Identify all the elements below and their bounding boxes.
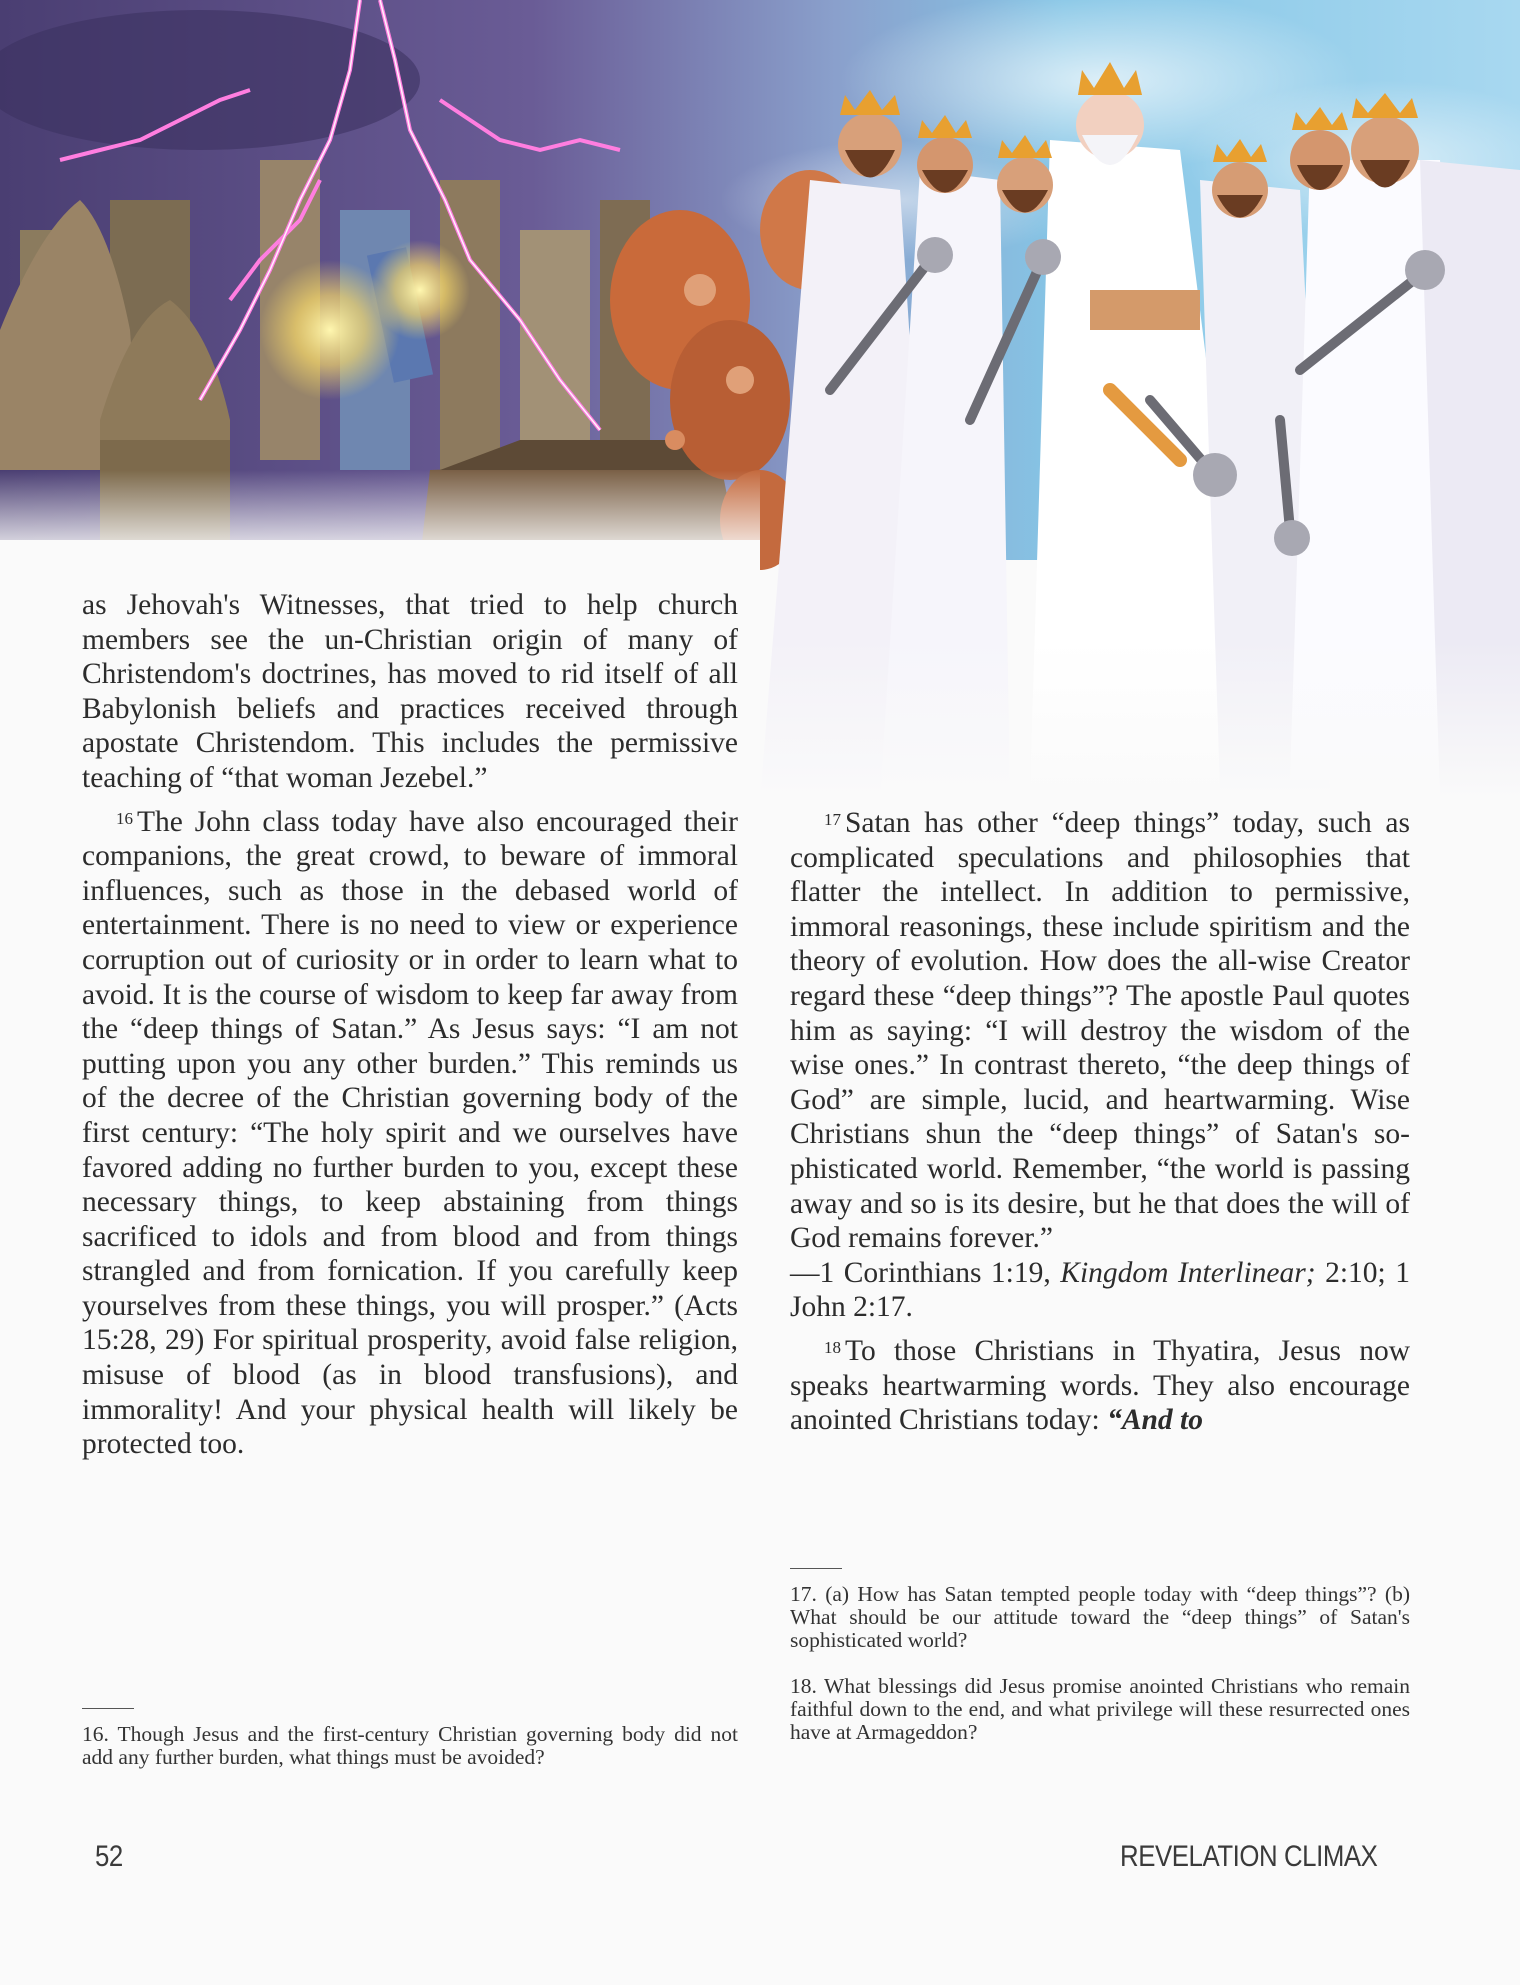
paragraph-text: To those Christians in Thyatira, Jesus now speaks heartwarming words. They also encourage anointed Christians today: — [790, 1334, 1410, 1437]
citation-prefix: —1 Corinthians 1:19, — [790, 1256, 1061, 1289]
quote-bold-italic: “And to — [1107, 1404, 1203, 1437]
study-question-16: 16. Though Jesus and the first-century Christian governing body did not add any further burden, what things must be avoided? — [82, 1722, 738, 1769]
right-column — [790, 803, 1410, 1438]
footnote-divider — [790, 1568, 842, 1569]
paragraph-17 — [790, 803, 1410, 1325]
study-question-17: 17. (a) How has Satan tempted people today with “deep things”? (b) What should be our attitude toward the “deep things” of Satan's sophisticated world? — [790, 1582, 1410, 1652]
citation-suffix: 2:10; 1 John 2:17. — [790, 1256, 1411, 1324]
paragraph-text: Satan has other “deep things” today, such as complicated speculations and philosophies that flatter the intellect. In addition to permissive, immoral reasonings, these include spiritism and the theory of evolution. How does the all-wise Creator regard these “deep things”? The apostle Paul quotes him as saying: “I will destroy the wisdom of the wise ones.” In contrast thereto, “the deep things of God” are simple, lucid, and heartwarming. Wise Christians shun the “deep things” of Satan's sophisticated world. Remember, “the world is passing away and so is its desire, but he that does the will of God remains forever.” — [790, 807, 1410, 1255]
book-title: REVELATION CLIMAX — [1120, 1840, 1378, 1873]
paragraph-18 — [790, 1331, 1410, 1438]
study-question-18: 18. What blessings did Jesus promise anointed Christians who remain faithful down to the end, and what privilege will these resurrected ones have at Armageddon? — [790, 1674, 1410, 1744]
citation-italic: Kingdom Interlinear; — [1060, 1256, 1316, 1289]
page-number: 52 — [95, 1840, 123, 1873]
paragraph-number: 16 — [116, 808, 133, 828]
footnote-divider — [82, 1708, 134, 1709]
paragraph-16 — [82, 802, 738, 1462]
left-column — [82, 588, 738, 1462]
paragraph-15-continued: as Jehovah's Witnesses, that tried to help church members see the un-Christian origin of many of Christendom's doctrines, has moved to rid itself of all Babylonish beliefs and practices received through apostate Christendom. This includes the permissive teaching of “that woman Jezebel.” — [82, 589, 738, 794]
paragraph-text: The John class today have also encouraged their companions, the great crowd, to beware of immoral influences, such as those in the debased world of entertainment. There is no need to view or experience corruption out of curiosity or in order to learn what to avoid. It is the course of wisdom to keep far away from the “deep things of Satan.” As Jesus says: “I am not putting upon you any other burden.” This reminds us of the decree of the Christian governing body of the first century: “The holy spirit and we ourselves have favored adding no further burden to you, except these necessary things, to keep abstaining from things sacrificed to idols and from blood and from things strangled and from fornication. If you carefully keep yourselves from these things, you will prosper.” (Acts 15:28, 29) For spiritual prosperity, avoid false religion, misuse of blood (as in blood transfusions), and immorality! And your physical health will likely be protected too. — [82, 805, 738, 1461]
paragraph-number: 17 — [824, 810, 841, 829]
paragraph-number: 18 — [824, 1337, 841, 1357]
